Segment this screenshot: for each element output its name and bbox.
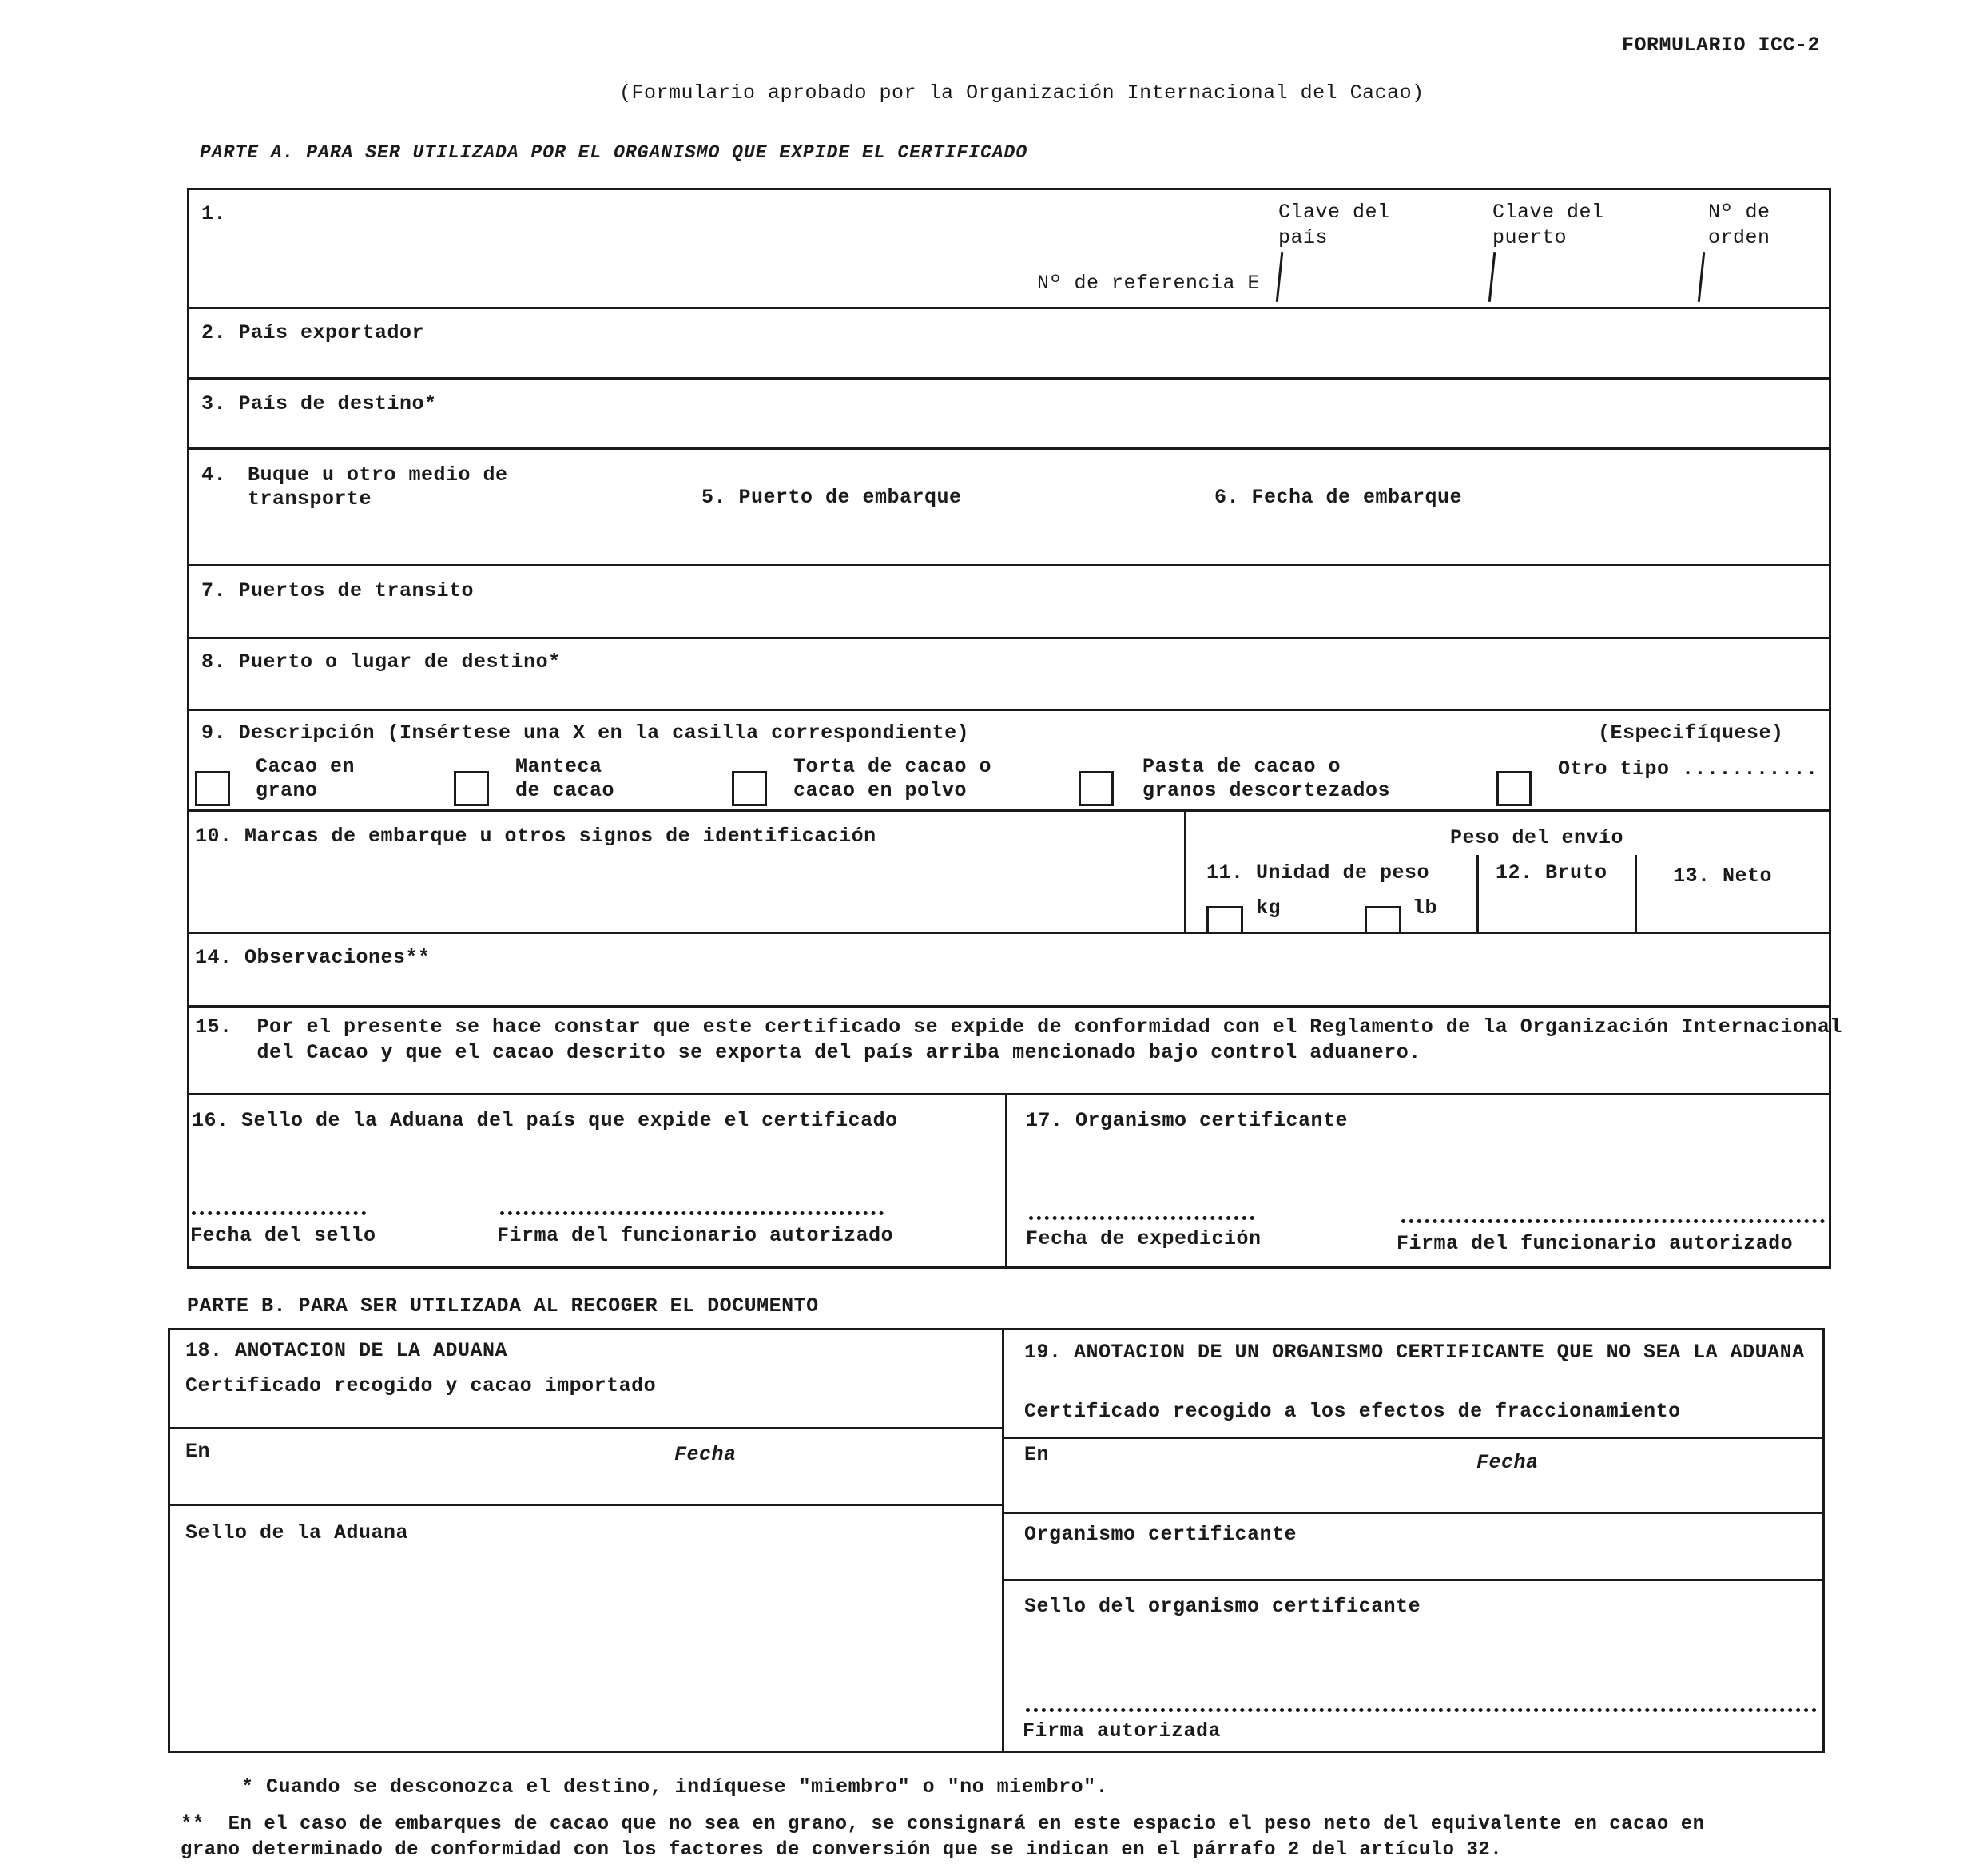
field-14-observations: 14. Observaciones**: [195, 946, 431, 969]
divider: [1002, 1579, 1825, 1581]
form-id: FORMULARIO ICC-2: [1622, 34, 1821, 57]
option-cocoa-butter: Manteca de cacao: [515, 755, 615, 802]
field-17-signature: Firma del funcionario autorizado: [1397, 1232, 1794, 1255]
field-18-place: En: [185, 1440, 211, 1463]
field-12-gross: 12. Bruto: [1496, 861, 1607, 884]
unit-lb-label: lb: [1413, 896, 1438, 920]
checkbox-cocoa-butter[interactable]: [454, 771, 489, 806]
divider: [187, 447, 1831, 450]
field-10-shipping-marks: 10. Marcas de embarque u otros signos de identificación: [195, 825, 876, 848]
field-9-description: 9. Descripción (Insértese una X en la casilla correspondiente): [201, 721, 970, 745]
unit-kg-label: kg: [1256, 896, 1282, 920]
option-other-type: Otro tipo ...........: [1558, 757, 1818, 781]
divider: [187, 709, 1831, 711]
field-18-date: Fecha: [674, 1443, 737, 1466]
divider: [187, 932, 1831, 934]
footnote-1: * Cuando se desconozca el destino, indíquese "miembro" o "no miembro".: [241, 1775, 1109, 1798]
signature-line: [1401, 1219, 1825, 1223]
field-17-issue-date: Fecha de expedición: [1026, 1227, 1262, 1250]
divider: [1184, 809, 1186, 933]
divider: [187, 1005, 1831, 1008]
field-4-number: 4.: [201, 463, 227, 487]
field-15-certification-statement: 15. Por el presente se hace constar que este certificado se expide de conformidad con el Reglamento de la Organización Internacional del Cacao y que el cacao descrito se exporta del país arriba mencionado bajo control aduanero.: [195, 1016, 1842, 1064]
field-17-certifying-body: 17. Organismo certificante: [1026, 1109, 1349, 1132]
field-1-port-key: Clave del puerto: [1492, 201, 1604, 249]
issue-date-line: [1029, 1216, 1254, 1220]
checkbox-cocoa-paste[interactable]: [1079, 771, 1114, 806]
field-6-shipment-date: 6. Fecha de embarque: [1214, 486, 1463, 509]
signature-line: [500, 1211, 884, 1215]
divider: [187, 377, 1831, 380]
approval-note: (Formulario aprobado por la Organización Internacional del Cacao): [619, 81, 1425, 105]
checkbox-cocoa-beans[interactable]: [195, 771, 230, 806]
footnote-2: ** En el caso de embarques de cacao que no sea en grano, se consignará en este espacio el peso neto del equivalente en cacao en grano determinado de conformidad con los factores de conversión que se indican en el párrafo 2 del artículo 32.: [181, 1814, 1705, 1861]
field-2-exporting-country: 2. País exportador: [201, 321, 425, 344]
field-18-subtitle: Certificado recogido y cacao importado: [185, 1374, 657, 1397]
field-1-country-key: Clave del país: [1278, 201, 1390, 249]
divider: [187, 564, 1831, 566]
option-cocoa-cake-powder: Torta de cacao o cacao en polvo: [793, 755, 992, 802]
divider: [168, 1504, 1003, 1506]
field-3-destination-country: 3. País de destino*: [201, 392, 437, 415]
stamp-date-line: [192, 1211, 366, 1215]
divider: [187, 809, 1831, 812]
field-16-stamp-date: Fecha del sello: [190, 1224, 376, 1247]
field-19-certifying-body: Organismo certificante: [1024, 1523, 1297, 1546]
divider: [1635, 855, 1637, 933]
checkbox-kg[interactable]: [1206, 906, 1243, 933]
divider: [187, 637, 1831, 639]
field-19-subtitle: Certificado recogido a los efectos de fraccionamiento: [1024, 1400, 1681, 1423]
field-18-customs-stamp: Sello de la Aduana: [185, 1521, 409, 1544]
divider: [187, 307, 1831, 309]
field-19-place: En: [1024, 1443, 1050, 1466]
field-8-destination-port: 8. Puerto o lugar de destino*: [201, 650, 561, 674]
part-b-title: PARTE B. PARA SER UTILIZADA AL RECOGER EL DOCUMENTO: [187, 1294, 819, 1318]
field-1-number: 1.: [201, 202, 227, 225]
field-7-transit-ports: 7. Puertos de transito: [201, 579, 475, 602]
field-16-signature: Firma del funcionario autorizado: [497, 1224, 894, 1247]
option-cocoa-beans: Cacao en grano: [256, 755, 356, 802]
field-16-customs-stamp: 16. Sello de la Aduana del país que expide el certificado: [192, 1109, 898, 1132]
field-19-signature: Firma autorizada: [1023, 1719, 1222, 1743]
checkbox-other-type[interactable]: [1496, 771, 1532, 806]
field-19-certifying-annotation: 19. ANOTACION DE UN ORGANISMO CERTIFICANTE QUE NO SEA LA ADUANA: [1024, 1341, 1805, 1364]
divider: [1476, 855, 1479, 933]
divider: [1002, 1437, 1825, 1439]
field-18-customs-annotation: 18. ANOTACION DE LA ADUANA: [185, 1339, 508, 1362]
field-19-date: Fecha: [1476, 1451, 1539, 1474]
field-5-port-of-shipment: 5. Puerto de embarque: [701, 486, 962, 509]
field-11-weight-unit: 11. Unidad de peso: [1206, 861, 1430, 884]
part-a-title: PARTE A. PARA SER UTILIZADA POR EL ORGANISMO QUE EXPIDE EL CERTIFICADO: [200, 142, 1028, 163]
divider: [168, 1427, 1003, 1429]
field-19-body-stamp: Sello del organismo certificante: [1024, 1595, 1421, 1618]
field-1-reference: Nº de referencia E: [1037, 272, 1261, 295]
field-1-order-number: Nº de orden: [1708, 201, 1770, 249]
divider: [1002, 1328, 1004, 1753]
divider: [1005, 1093, 1007, 1269]
signature-line: [1026, 1708, 1817, 1712]
checkbox-cocoa-cake-powder[interactable]: [732, 771, 767, 806]
divider: [187, 1093, 1831, 1095]
field-9-specify: (Especifíquese): [1598, 721, 1784, 745]
field-13-net: 13. Neto: [1673, 864, 1773, 888]
option-cocoa-paste: Pasta de cacao o granos descortezados: [1142, 755, 1391, 802]
checkbox-lb[interactable]: [1365, 906, 1401, 933]
shipment-weight-title: Peso del envío: [1450, 826, 1624, 849]
divider: [1002, 1512, 1825, 1514]
field-4-transport: Buque u otro medio de transporte: [248, 463, 508, 511]
